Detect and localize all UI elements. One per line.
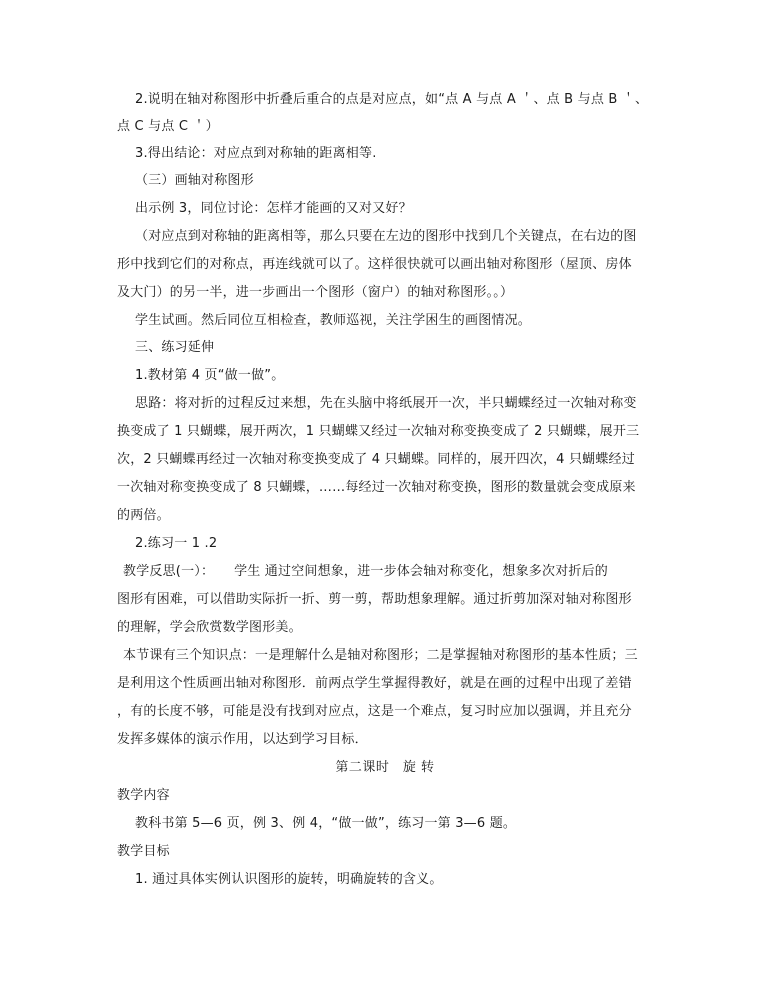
paragraph-line: 换变成了 1 只蝴蝶，展开两次，1 只蝴蝶又经过一次轴对称变换变成了 2 只蝴蝶，展开三 xyxy=(117,424,640,439)
paragraph-line: 1.教材第 4 页“做一做”。 xyxy=(135,368,285,383)
paragraph-line: 教科书第 5—6 页，例 3、例 4，“做一做”，练习一第 3—6 题。 xyxy=(135,816,517,831)
paragraph-line: 次，2 只蝴蝶再经过一次轴对称变换变成了 4 只蝴蝶。同样的，展开四次，4 只蝴蝶经过 xyxy=(117,452,635,467)
paragraph-line: 发挥多媒体的演示作用，以达到学习目标． xyxy=(117,732,368,747)
section-heading: 教学内容 xyxy=(117,788,170,803)
paragraph-line: 2.练习一 1 .2 xyxy=(135,536,218,551)
paragraph-line: 及大门）的另一半，进一步画出一个图形（窗户）的轴对称图形。。） xyxy=(117,285,514,300)
paragraph-line: 的理解，学会欣赏数学图形美。 xyxy=(117,620,302,635)
section-heading: 教学目标 xyxy=(117,844,170,859)
paragraph-line: 的两倍。 xyxy=(117,508,170,523)
lesson-title: 第二课时 旋 转 xyxy=(335,760,435,775)
paragraph-line: 出示例 3，同位讨论：怎样才能画的又对又好？ xyxy=(135,201,412,216)
paragraph-line: 教学反思(一）： 学生 通过空间想象，进一步体会轴对称变化，想象多次对折后的 xyxy=(123,564,609,579)
section-heading: 三、练习延伸 xyxy=(135,340,215,355)
paragraph-line: 1. 通过具体实例认识图形的旋转，明确旋转的含义。 xyxy=(135,872,443,887)
paragraph-line: 思路：将对折的过程反过来想，先在头脑中将纸展开一次，半只蝴蝶经过一次轴对称变 xyxy=(135,396,637,411)
paragraph-line: 一次轴对称变换变成了 8 只蝴蝶，……每经过一次轴对称变换，图形的数量就会变成原来 xyxy=(117,480,636,495)
paragraph-line: 图形有困难，可以借助实际折一折、剪一剪，帮助想象理解。通过折剪加深对轴对称图形 xyxy=(117,592,632,607)
paragraph-line: （对应点到对称轴的距离相等，那么只要在左边的图形中找到几个关键点，在右边的图 xyxy=(135,229,637,244)
paragraph-line: 2.说明在轴对称图形中折叠后重合的点是对应点，如“点 A 与点 A ＇、点 B 与点 B ＇、 xyxy=(135,92,649,107)
paragraph-line: ，有的长度不够，可能是没有找到对应点，这是一个难点，复习时应加以强调，并且充分 xyxy=(117,704,632,719)
paragraph-line: 点 C 与点 C ＇） xyxy=(117,119,219,134)
paragraph-line: 形中找到它们的对称点，再连线就可以了。这样很快就可以画出轴对称图形（屋顶、房体 xyxy=(117,257,632,272)
section-heading: （三）画轴对称图形 xyxy=(135,173,254,188)
paragraph-line: 学生试画。然后同位互相检查，教师巡视，关注学困生的画图情况。 xyxy=(135,313,532,328)
paragraph-line: 3.得出结论：对应点到对称轴的距离相等. xyxy=(135,146,377,161)
paragraph-line: 本节课有三个知识点：一是理解什么是轴对称图形；二是掌握轴对称图形的基本性质；三 xyxy=(123,648,638,663)
paragraph-line: 是利用这个性质画出轴对称图形．前两点学生掌握得教好，就是在画的过程中出现了差错 xyxy=(117,676,632,691)
